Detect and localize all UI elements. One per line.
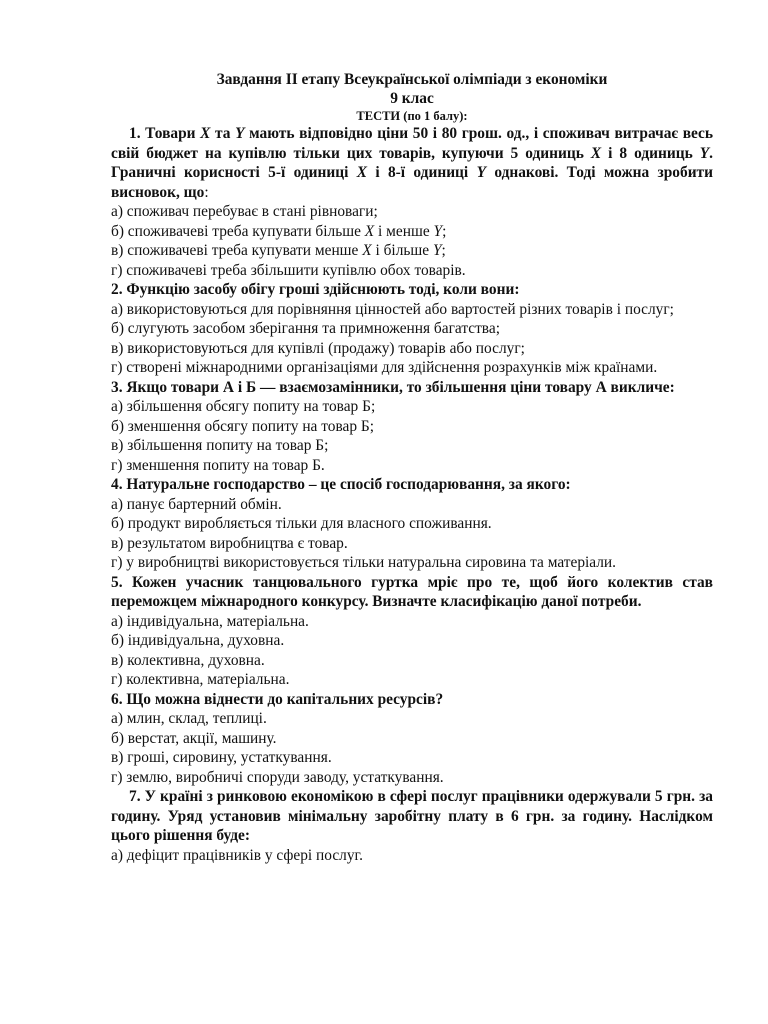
- section-heading: ТЕСТИ (по 1 балу):: [356, 109, 468, 123]
- question-4-option-a: а) панує бартерний обмін.: [111, 495, 282, 513]
- question-6-option-c: в) гроші, сировину, устаткування.: [111, 749, 332, 766]
- question-7-option-a: а) дефіцит працівників у сфері послуг.: [111, 846, 363, 864]
- question-6-option-a: а) млин, склад, теплиці.: [111, 710, 267, 727]
- question-3-option-a: а) збільшення обсягу попиту на товар Б;: [111, 398, 376, 415]
- question-6: 6. Що можна віднести до капітальних ресурсів?: [111, 690, 444, 708]
- question-5-option-c: в) колективна, духовна.: [111, 651, 265, 669]
- question-2-option-b: б) слугують засобом зберігання та примноження багатства;: [111, 320, 500, 337]
- question-3-option-b: б) зменшення обсягу попиту на товар Б;: [111, 417, 375, 435]
- question-3-option-d: г) зменшення попиту на товар Б.: [111, 456, 325, 474]
- question-1-option-d: г) споживачеві треба збільшити купівлю обох товарів.: [111, 261, 466, 279]
- question-5-option-b: б) індивідуальна, духовна.: [111, 632, 285, 649]
- document-page: [111, 70, 713, 865]
- question-4: 4. Натуральне господарство – це спосіб господарювання, за якого:: [111, 476, 571, 493]
- question-1-option-c: в) споживачеві треба купувати менше X і більше Y;: [111, 242, 446, 259]
- question-1: 1. Товари X та Y мають відповідно ціни 50 і 80 грош. од., і споживач витрачає весь свій бюджет на купівлю тільки цих товарів, купуючи 5 одиниць X і 8 одиниць Y. Граничні корисності 5-ї одиниці X і 8-ї одиниці Y однакові. Тоді можна зробити висновок, що:: [111, 125, 713, 201]
- question-4-option-c: в) результатом виробництва є товар.: [111, 534, 348, 552]
- question-3: 3. Якщо товари А і Б — взаємозамінники, то збільшення ціни товару А викличе:: [111, 378, 675, 396]
- question-5: 5. Кожен учасник танцювального гуртка мріє про те, щоб його колектив став переможцем міжнародного конкурсу. Визначте класифікацію даної потреби.: [111, 573, 713, 610]
- question-4-option-d: г) у виробництві використовується тільки натуральна сировина та матеріали.: [111, 554, 617, 571]
- question-5-option-d: г) колективна, матеріальна.: [111, 671, 290, 688]
- document-title: Завдання ІІ етапу Всеукраїнської олімпіади з економіки: [216, 71, 608, 88]
- question-2: 2. Функцію засобу обігу гроші здійснюють тоді, коли вони:: [111, 281, 520, 298]
- question-7: 7. У країні з ринковою економікою в сфері послуг працівники одержували 5 грн. за годину. Уряд установив мінімальну заробітну плату в 6 грн. за годину. Наслідком цього рішення буде:: [111, 788, 713, 844]
- question-6-option-b: б) верстат, акції, машину.: [111, 729, 277, 747]
- question-1-option-a: а) споживач перебуває в стані рівноваги;: [111, 203, 378, 220]
- question-5-option-a: а) індивідуальна, матеріальна.: [111, 612, 309, 630]
- grade-label: 9 клас: [390, 90, 434, 107]
- question-3-option-c: в) збільшення попиту на товар Б;: [111, 437, 329, 454]
- question-2-option-c: в) використовуються для купівлі (продажу) товарів або послуг;: [111, 339, 525, 357]
- question-4-option-b: б) продукт виробляється тільки для власного споживання.: [111, 515, 492, 532]
- question-2-option-a: а) використовуються для порівняння цінностей або вартостей різних товарів і послуг;: [111, 300, 674, 318]
- question-6-option-d: г) землю, виробничі споруди заводу, устаткування.: [111, 768, 444, 786]
- question-2-option-d: г) створені міжнародними організаціями для здійснення розрахунків між країнами.: [111, 359, 658, 376]
- question-1-option-b: б) споживачеві треба купувати більше X і менше Y;: [111, 222, 447, 240]
